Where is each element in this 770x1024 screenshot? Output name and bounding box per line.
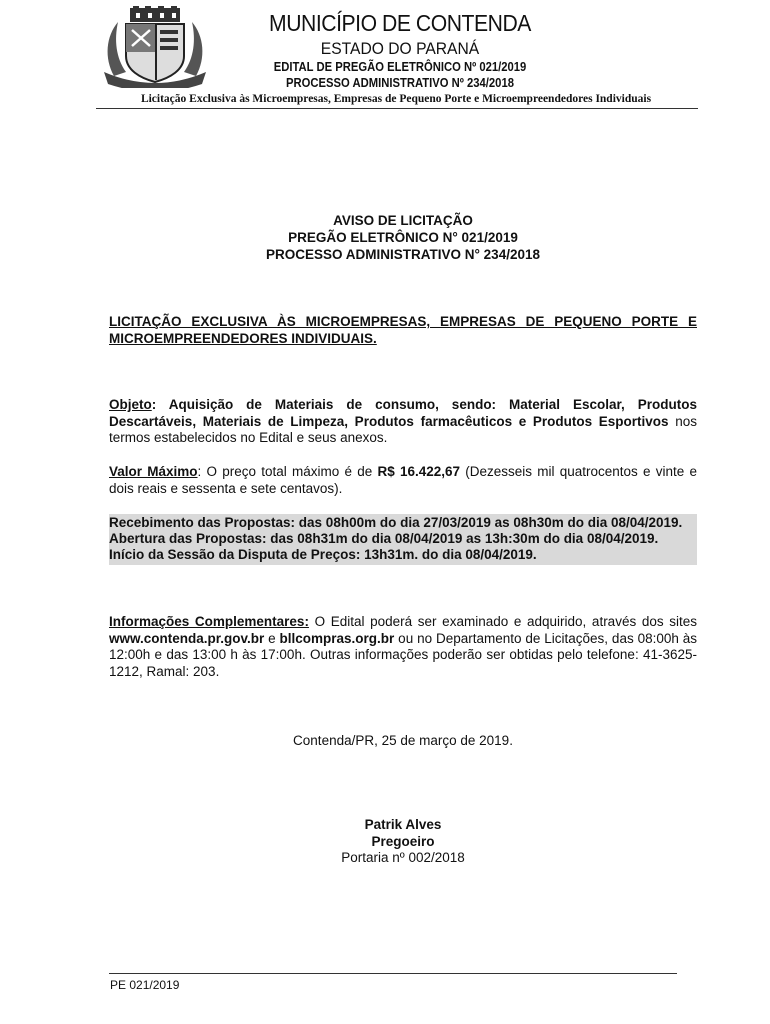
abertura-propostas: Abertura das Propostas: das 08h31m do dia 08/04/2019 as 13h:30m do dia 08/04/2019.: [109, 531, 659, 547]
edital-number: EDITAL DE PREGÃO ELETRÔNICO Nº 021/2019: [273, 60, 527, 74]
aviso-processo: PROCESSO ADMINISTRATIVO N° 234/2018: [266, 247, 540, 262]
signer-role: Pregoeiro: [371, 833, 435, 849]
info-text-b: e: [264, 630, 280, 646]
footer-reference: PE 021/2019: [110, 978, 180, 992]
date-line: Contenda/PR, 25 de março de 2019.: [293, 733, 513, 748]
valor-paragraph: [109, 464, 697, 497]
informacoes-paragraph: [109, 614, 697, 680]
valor-label: Valor Máximo: [109, 464, 198, 479]
prazos-highlight-block: [109, 514, 697, 565]
info-label: Informações Complementares:: [109, 614, 309, 629]
exclusivity-statement: LICITAÇÃO EXCLUSIVA ÀS MICROEMPRESAS, EMPRESAS DE PEQUENO PORTE E MICROEMPREENDEDORES INDIVIDUAIS.: [109, 314, 697, 346]
valor-text-a: : O preço total máximo é de: [197, 464, 378, 479]
aviso-title-block: [109, 212, 697, 263]
info-text-a: O Edital poderá ser examinado e adquirido, através dos sites: [308, 614, 697, 629]
state-subtitle: ESTADO DO PARANÁ: [320, 39, 480, 58]
signature-block: [109, 817, 697, 867]
exclusivity-header-note: Licitação Exclusiva às Microempresas, Empresas de Pequeno Porte e Microempreendedores Individuais: [140, 93, 652, 105]
recebimento-propostas: Recebimento das Propostas: das 08h00m do dia 27/03/2019 as 08h30m do dia 08/04/2019.: [109, 515, 683, 530]
info-text-c: ou no Departamento de Licitações, das 08:00h às 12:00h e das 13:00 h às 17:00h. Outras informações poderão ser obtidas pelo telefone: 41-3625-1212, Ramal: 203.: [109, 630, 697, 679]
inicio-sessao: Início da Sessão da Disputa de Preços: 13h31m. do dia 08/04/2019.: [109, 547, 537, 563]
header-divider: [96, 108, 698, 109]
valor-text-b: (Dezesseis mil quatrocentos e vinte e dois reais e sessenta e sete centavos).: [109, 464, 697, 496]
municipality-title: MUNICÍPIO DE CONTENDA: [269, 10, 531, 36]
site-bllcompras-link[interactable]: bllcompras.org.br: [279, 630, 395, 646]
valor-amount: R$ 16.422,67: [377, 464, 460, 479]
footer-divider: [109, 973, 677, 974]
aviso-pregao: PREGÃO ELETRÔNICO N° 021/2019: [288, 230, 518, 245]
signer-name: Patrik Alves: [364, 817, 442, 832]
signer-portaria: Portaria nº 002/2018: [341, 850, 465, 865]
processo-number: PROCESSO ADMINISTRATIVO Nº 234/2018: [286, 76, 514, 90]
objeto-text: : Aquisição de Materiais de consumo, sendo: Material Escolar, Produtos Descartáveis, Materiais de Limpeza, Produtos farmacêuticos e Produtos Esportivos: [109, 397, 697, 429]
objeto-rest: nos termos estabelecidos no Edital e seus anexos.: [109, 413, 697, 445]
site-contenda-link[interactable]: www.contenda.pr.gov.br: [109, 630, 265, 646]
municipal-crest-icon: [100, 6, 210, 88]
objeto-paragraph: [109, 397, 697, 447]
objeto-label: Objeto: [109, 397, 152, 412]
aviso-title: AVISO DE LICITAÇÃO: [333, 213, 473, 228]
